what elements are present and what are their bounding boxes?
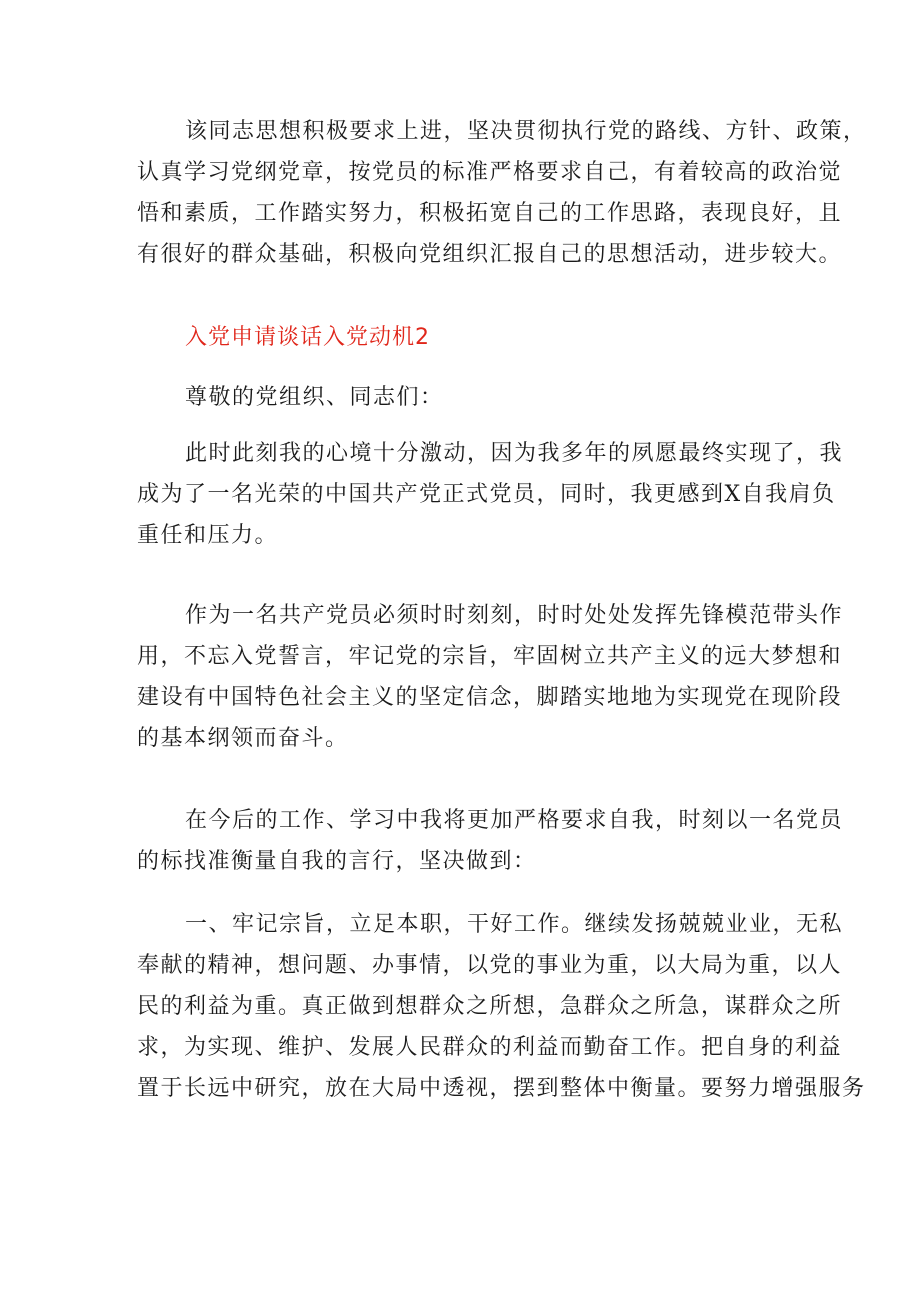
paragraph-line: 的标找准衡量自我的言行，坚决做到： [137,849,537,874]
salutation [0,377,920,418]
paragraph-4 [0,595,920,759]
paragraph-line: 此时此刻我的心境十分激动，因为我多年的夙愿最终实现了，我 [185,441,844,466]
paragraph-6 [0,904,920,1109]
paragraph-1 [0,111,920,275]
paragraph-line: 有很好的群众基础，积极向党组织汇报自己的思想活动，进步较大。 [137,242,843,267]
paragraph-5 [0,800,920,882]
paragraph-line: 在今后的工作、学习中我将更加严格要求自我，时刻以一名党员 [185,808,844,833]
paragraph-line: 作为一名共产党员必须时时刻刻，时时处处发挥先锋模范带头作 [185,603,844,628]
paragraph-line: 奉献的精神，想问题、办事情，以党的事业为重，以大局为重，以人 [137,953,843,978]
paragraph-line: 重任和压力。 [137,523,279,548]
paragraph-line: 一、牢记宗旨，立足本职，干好工作。继续发扬兢兢业业，无私 [185,912,844,937]
paragraph-line: 民的利益为重。真正做到想群众之所想，急群众之所急，谋群众之所 [137,994,843,1019]
section-heading: 入党申请谈话入党动机2 [185,325,430,350]
paragraph-line: 尊敬的党组织、同志们： [185,385,444,410]
paragraph-3 [0,433,920,556]
paragraph-line: 悟和素质，工作踏实努力，积极拓宽自己的工作思路，表现良好，且 [137,201,843,226]
paragraph-line: 的基本纲领而奋斗。 [137,726,349,751]
paragraph-line: 该同志思想积极要求上进，坚决贯彻执行党的路线、方针、政策， [185,119,867,144]
paragraph-line: 置于长远中研究，放在大局中透视，摆到整体中衡量。要努力增强服务 [137,1076,866,1101]
paragraph-line: 建设有中国特色社会主义的坚定信念，脚踏实地地为实现党在现阶段 [137,685,843,710]
paragraph-line: 用，不忘入党誓言，牢记党的宗旨，牢固树立共产主义的远大梦想和 [137,644,843,669]
paragraph-line: 成为了一名光荣的中国共产党正式党员，同时，我更感到X自我肩负 [137,482,836,507]
paragraph-line: 求，为实现、维护、发展人民群众的利益而勤奋工作。把自身的利益 [137,1035,843,1060]
paragraph-line: 认真学习党纲党章，按党员的标准严格要求自己，有着较高的政治觉 [137,160,843,185]
